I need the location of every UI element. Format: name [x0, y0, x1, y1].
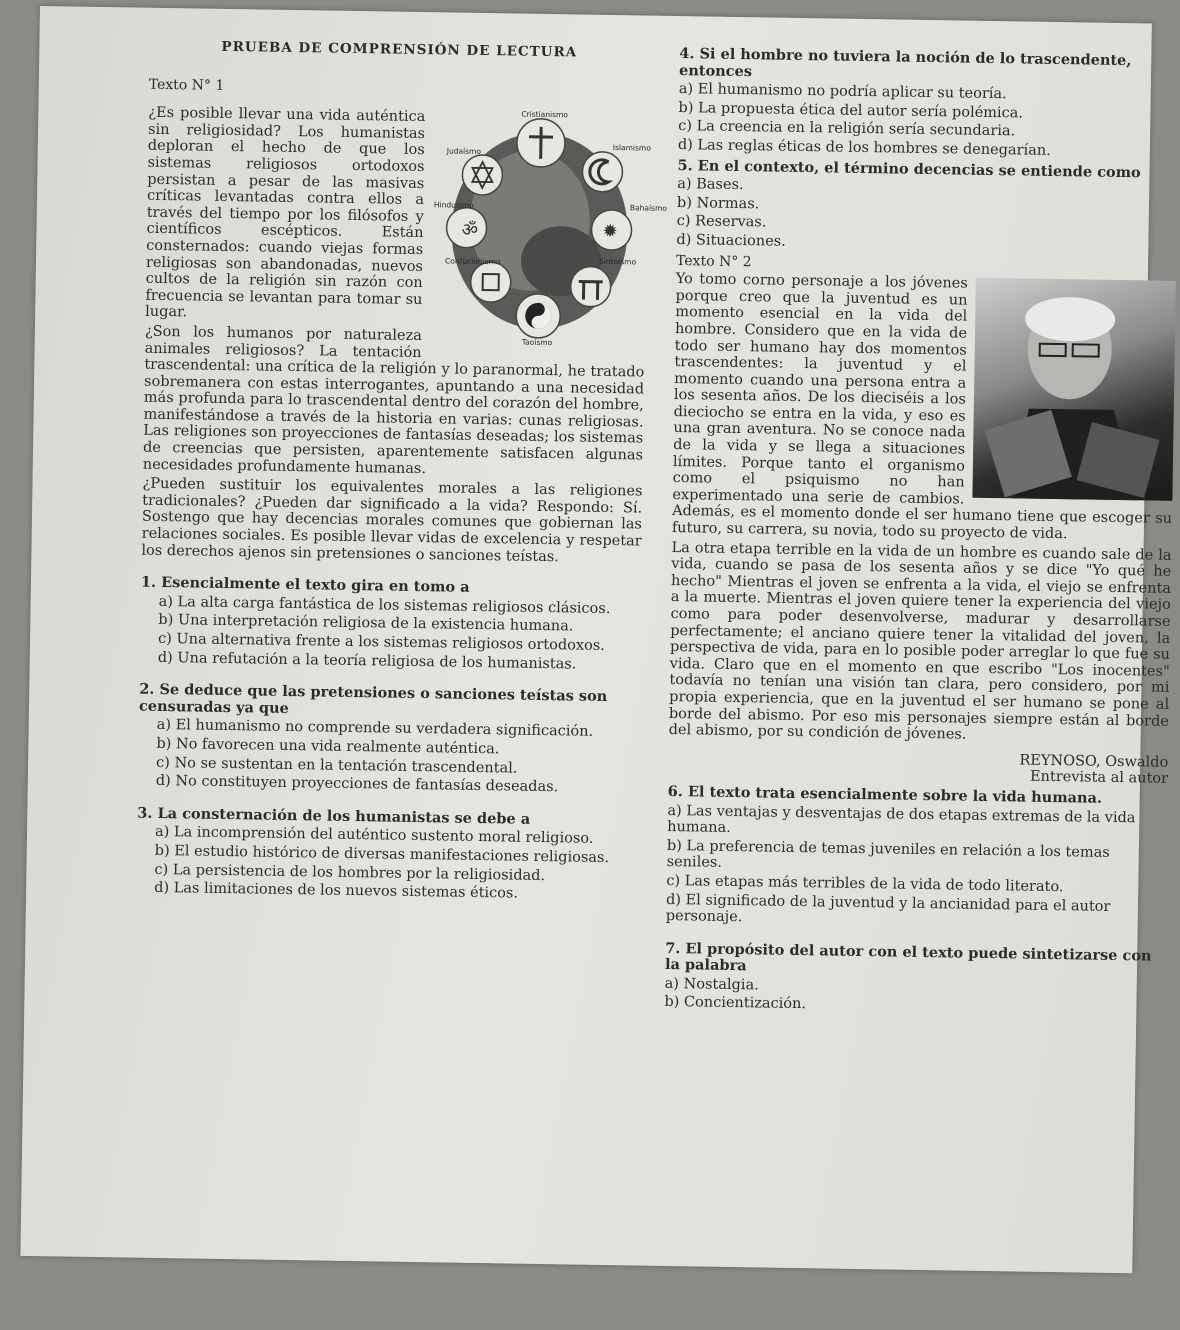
question-6: 6. El texto trata esencialmente sobre la vida humana. a) Las ventajas y desventajas de dos etapas extremas de la vida humana. b) La preferencia de temas juveniles en relación a los temas seniles. c) Las etapas más terribles de la vida de todo literato. d) El significado de la juventud y la ancianidad para el autor personaje. — [666, 784, 1168, 933]
question-2: 2. Se deduce que las pretensiones o sanciones teístas son censuradas ya que a) El humanismo no comprende su verdadera significación. b) No favorecen una vida realmente auténtica. c) No se sustentan en la tentación trascendental. d) No constituyen proyecciones de fantasías deseadas. — [138, 682, 640, 797]
question-3-option-d[interactable]: d) Las limitaciones de los nuevos sistemas éticos. — [154, 880, 519, 902]
question-2-option-a[interactable]: a) El humanismo no comprende su verdadera significación. — [156, 717, 594, 741]
svg-text:Cristianismo: Cristianismo — [521, 109, 569, 120]
texto-2-paragraph-2: La otra etapa terrible en la vida de un hombre es cuando sale de la vida, cuando se pasa de los sesenta años y se dice "Yo qué he hecho" Mientras el joven se enfrenta a la vida, el viejo se enfrenta a la muerte. Mientras el joven quiere tener la experiencia del viejo como para poder desenvolverse, madurar y desarrollarse perfectamente; el anciano quiere tener la vitalidad del joven, la perspectiva de vida, para en lo posible poder arreglar lo que fue su vida. Claro que en el momento en que escribo "Los inocentes" todavía no tenían una visión tan clara, pero considero, por mi propia experiencia, que en la juventud el ser humano se pone al borde del abismo. Por eso mis personajes siempre están al borde del abismo, por su condición de jóvenes. — [668, 539, 1172, 743]
question-4: 4. Si el hombre no tuviera la noción de lo trascendente, entonces a) El humanismo no podría aplicar su teoría. b) La propuesta ética del autor sería polémica. c) La creencia en la religión sería secundaria. d) Las reglas éticas de los hombres se denegarían. — [678, 46, 1180, 161]
question-1: 1. Esencialmente el texto gira en tomo a a) La alta carga fantástica de los sistemas religiosos clásicos. b) Una interpretación religiosa de la existencia humana. c) Una alternativa frente a los sistemas religiosos ortodoxos. d) Una refutación a la teoría religiosa de los humanistas. — [140, 575, 641, 674]
question-5-option-b[interactable]: b) Normas. — [676, 194, 760, 213]
author-note: Entrevista al autor — [1029, 768, 1169, 788]
question-5-option-c[interactable]: c) Reservas. — [676, 213, 767, 231]
torii-icon — [570, 267, 611, 308]
author-photo — [972, 278, 1175, 501]
question-2-option-d[interactable]: d) No constituyen proyecciones de fantasías deseadas. — [155, 773, 559, 796]
question-1-option-b[interactable]: b) Una interpretación religiosa de la existencia humana. — [158, 612, 574, 635]
question-7: 7. El propósito del autor con el texto puede sintetizarse con la palabra a) Nostalgia. b) Concientización. — [664, 941, 1165, 1019]
question-6-option-d[interactable]: d) El significado de la juventud y la ancianidad para el autor personaje. — [665, 891, 1111, 926]
question-1-option-c[interactable]: c) Una alternativa frente a los sistemas religiosos ortodoxos. — [157, 630, 605, 654]
svg-text:Sintoísmo: Sintoísmo — [598, 257, 637, 267]
texto-1-paragraph-1: ¿Es posible llevar una vida auténtica sin religiosidad? Los humanistas deploran el hecho de que los sistemas religiosos ortodoxos persistan a pesar de las masivas críticas levantadas contra ellos a través del tiempo por los filósofos y científicos escépticos. Están consternados: cuando viejas formas religiosas son abandonadas, nuevos cultos de la religión sin razón con frecuencia se levantan para tomar su lugar. — [145, 104, 426, 321]
texto-2-label: Texto N° 2 — [675, 252, 752, 270]
svg-text:Judaísmo: Judaísmo — [446, 146, 482, 157]
question-6-option-b[interactable]: b) La preferencia de temas juveniles en relación a los temas seniles. — [666, 837, 1110, 872]
question-3: 3. La consternación de los humanistas se debe a a) La incomprensión del auténtico sustento moral religioso. b) El estudio histórico de diversas manifestaciones religiosas. c) La persistencia de los hombres por la religiosidad. d) Las limitaciones de los nuevos sistemas éticos. — [136, 805, 637, 904]
question-3-option-a[interactable]: a) La incomprensión del auténtico sustento moral religioso. — [154, 824, 594, 848]
exam-sheet — [20, 6, 1173, 1273]
question-3-option-c[interactable]: c) La persistencia de los hombres por la religiosidad. — [154, 861, 546, 884]
texto-1-paragraph-3: ¿Pueden sustituir los equivalentes morales a las religiones tradicionales? ¿Pueden dar significado a la vida? Respondo: Sí. Sostengo que hay decencias morales comunes que gobiernan las relaciones sociales. Es posible llevar vidas de excelencia y respetar los derechos ajenos sin pretensiones o sanciones teístas. — [141, 475, 643, 565]
question-6-option-a[interactable]: a) Las ventajas y desventajas de dos etapas extremas de la vida humana. — [667, 802, 1136, 837]
svg-text:✹: ✹ — [602, 221, 618, 243]
question-1-option-d[interactable]: d) Una refutación a la teoría religiosa de los humanistas. — [157, 649, 577, 673]
question-3-option-b[interactable]: b) El estudio histórico de diversas manifestaciones religiosas. — [154, 842, 610, 866]
texto-2-paragraph-1: Yo tomo corno personaje a los jóvenes porque creo que la juventud es un momento esencial en la vida del hombre. Considero que en la vida de todo ser humano hay dos momentos trascendentes: la juventud y el momento cuando una persona entra a los sesenta años. De los dieciséis a los dieciocho se entra en la vida, y eso es una gran aventura. No se conoce nada de la vida y se llega a situaciones límites. Porque tanto el organismo como el psiquismo no han experimentado una serie de cambios. Además, es el momento donde el ser humano tiene que escoger su futuro, su carrera, su novia, todo su proyecto de vida. — [671, 271, 1173, 543]
svg-text:Islamismo: Islamismo — [612, 143, 651, 153]
question-5-option-a[interactable]: a) Bases. — [677, 176, 744, 194]
page-title: PRUEBA DE COMPRENSIÓN DE LECTURA — [221, 38, 578, 61]
confucian-icon — [470, 262, 511, 303]
question-7-option-b[interactable]: b) Concientización. — [664, 994, 807, 1013]
religions-illustration — [430, 109, 667, 348]
svg-text:ॐ: ॐ — [461, 219, 479, 242]
author-name: REYNOSO, Oswaldo — [1019, 752, 1169, 771]
svg-text:Bahaísmo: Bahaísmo — [629, 203, 667, 214]
question-4-option-d[interactable]: d) Las reglas éticas de los hombres se denegarían. — [677, 137, 1051, 159]
question-5: 5. En el contexto, el término decencias se entiende como a) Bases. b) Normas. c) Reservas. d) Situaciones. — [676, 158, 1177, 257]
left-column — [136, 38, 667, 906]
svg-text:Taoísmo: Taoísmo — [521, 337, 553, 348]
question-4-option-c[interactable]: c) La creencia en la religión sería secundaria. — [678, 118, 1016, 140]
question-1-option-a[interactable]: a) La alta carga fantástica de los sistemas religiosos clásicos. — [158, 593, 611, 617]
question-2-option-c[interactable]: c) No se sustentan en la tentación trascendental. — [156, 754, 518, 777]
right-column — [664, 46, 1179, 1021]
question-4-option-b[interactable]: b) La propuesta ética del autor sería polémica. — [678, 99, 1024, 122]
question-5-option-d[interactable]: d) Situaciones. — [676, 231, 786, 250]
question-4-option-a[interactable]: a) El humanismo no podría aplicar su teoría. — [678, 81, 1007, 103]
svg-text:Hinduismo: Hinduismo — [433, 200, 474, 211]
texto-1-paragraph-2: ¿Son los humanos por naturaleza animales religiosos? La tentación trascendental: una crítica de la religión y lo paranormal, he tratado sobremanera con estas interrogantes, apuntando a una necesidad más profunda para lo trascendental dentro del corazón del hombre, manifestándose a través de la historia en varias: cunas religiosas. Las religiones son proyecciones de fantasías deseadas; los sistemas de creencias que persisten, aparentemente satisfacen algunas necesidades profundamente humanas. — [142, 323, 645, 477]
question-7-option-a[interactable]: a) Nostalgia. — [664, 975, 759, 994]
svg-text:Confucionismo: Confucionismo — [444, 256, 501, 267]
texto-1-label: Texto N° 1 — [148, 76, 225, 94]
crescent-icon — [582, 152, 623, 193]
question-6-option-c[interactable]: c) Las etapas más terribles de la vida de todo literato. — [666, 872, 1064, 896]
question-2-option-b[interactable]: b) No favorecen una vida realmente auténtica. — [156, 735, 500, 758]
